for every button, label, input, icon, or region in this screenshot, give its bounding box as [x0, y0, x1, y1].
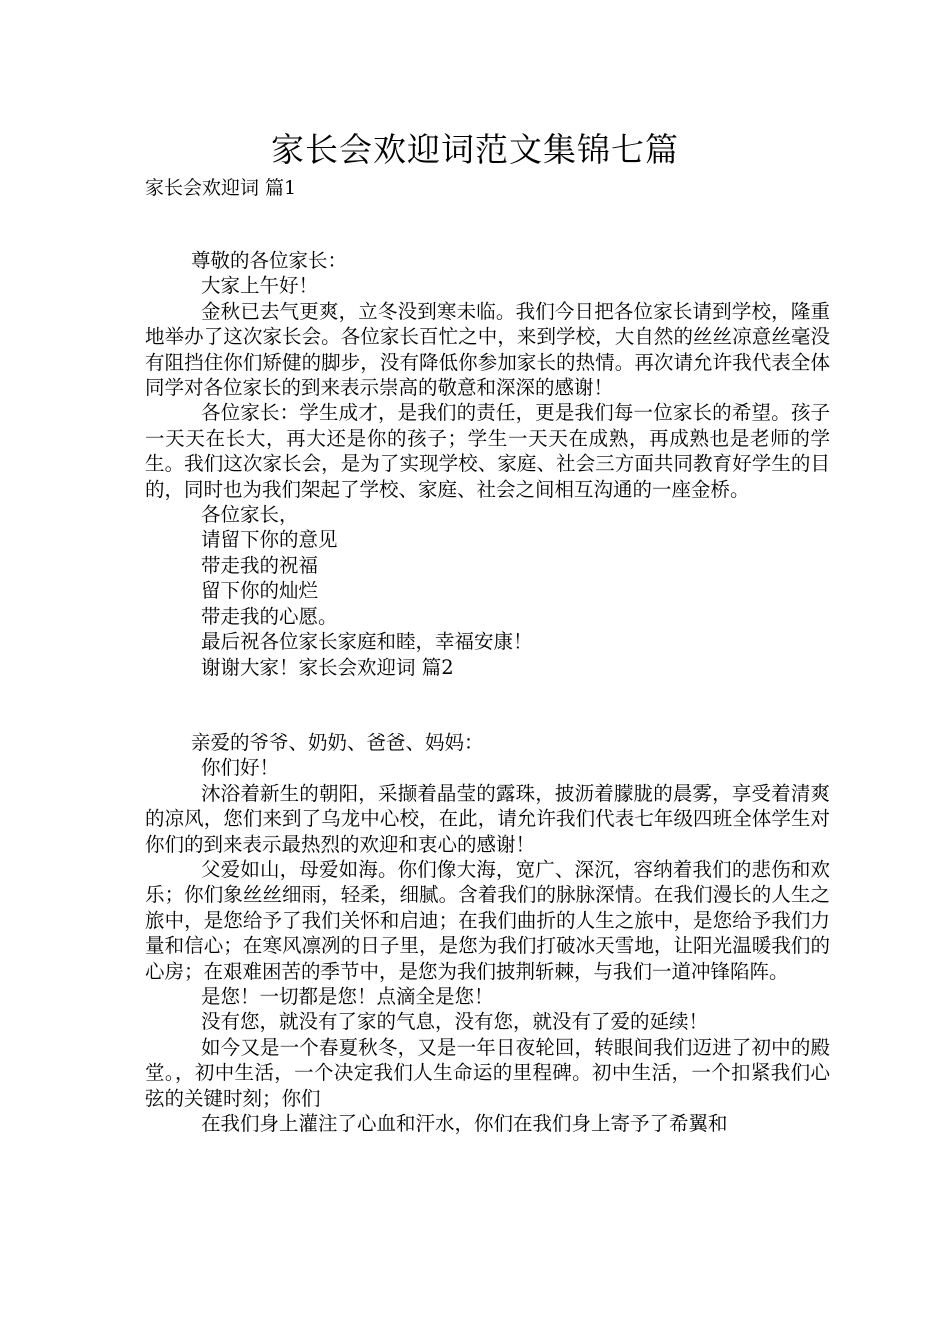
verse-line: 各位家长， — [201, 503, 299, 527]
verse-line: 带走我的祝福 — [201, 553, 319, 577]
greeting: 大家上午好！ — [201, 274, 319, 298]
verse-line: 带走我的心愿。 — [201, 604, 338, 628]
document-body — [145, 248, 830, 1136]
paragraph: 金秋已去气更爽，立冬没到寒未临。我们今日把各位家长请到学校，隆重地举办了这次家长会。各位家长百忙之中，来到学校，大自然的丝丝凉意丝毫没有阻挡住你们矫健的脚步，没有降低你参加家长的热情。再次请允许我代表全体同学对各位家长的到来表示崇高的敬意和深深的感谢！ — [145, 299, 830, 400]
paragraph: 各位家长：学生成才，是我们的责任，更是我们每一位家长的希望。孩子一天天在长大，再大还是你的孩子；学生一天天在成熟，再成熟也是老师的学生。我们这次家长会，是为了实现学校、家庭、社会三方面共同教育好学生的目的，同时也为我们架起了学校、家庭、社会之间相互沟通的一座金桥。 — [145, 401, 830, 501]
paragraph: 父爱如山，母爱如海。你们像大海，宽广、深沉，容纳着我们的悲伤和欢乐；你们象丝丝细雨，轻柔，细腻。含着我们的脉脉深情。在我们漫长的人生之旅中，是您给予了我们关怀和启迪；在我们曲折的人生之旅中，是您给予我们力量和信心；在寒风凛冽的日子里，是您为我们打破冰天雪地，让阳光温暖我们的心房；在艰难困苦的季节中，是您为我们披荆斩棘，与我们一道冲锋陷阵。 — [145, 857, 830, 983]
verse-line: 留下你的灿烂 — [201, 579, 319, 603]
section-heading-1: 家长会欢迎词 篇1 — [145, 177, 297, 199]
paragraph: 是您！一切都是您！点滴全是您！ — [201, 984, 494, 1008]
paragraph: 没有您，就没有了家的气息，没有您，就没有了爱的延续！ — [201, 1010, 709, 1034]
greeting: 你们好！ — [201, 756, 280, 780]
section-gap — [145, 680, 830, 730]
closing-wish: 最后祝各位家长家庭和睦，幸福安康！ — [201, 630, 533, 654]
salutation: 亲爱的爷爷、奶奶、爸爸、妈妈： — [191, 730, 484, 754]
thanks-and-section-heading-2: 谢谢大家！家长会欢迎词 篇2 — [201, 655, 454, 679]
paragraph: 在我们身上灌注了心血和汗水，你们在我们身上寄予了希翼和 — [201, 1112, 728, 1135]
salutation: 尊敬的各位家长： — [191, 249, 348, 272]
page-title: 家长会欢迎词范文集锦七篇 — [271, 130, 679, 169]
paragraph: 沐浴着新生的朝阳，采撷着晶莹的露珠，披沥着朦胧的晨雾，享受着清爽的凉风，您们来到了乌龙中心校，在此，请允许我们代表七年级四班全体学生对你们的到来表示最热烈的欢迎和衷心的感谢！ — [145, 781, 830, 856]
paragraph: 如今又是一个春夏秋冬，又是一年日夜轮回，转眼间我们迈进了初中的殿堂。，初中生活，一个决定我们人生命运的里程碑。初中生活，一个扣紧我们心弦的关键时刻；你们 — [145, 1035, 830, 1110]
verse-line: 请留下你的意见 — [201, 528, 338, 552]
